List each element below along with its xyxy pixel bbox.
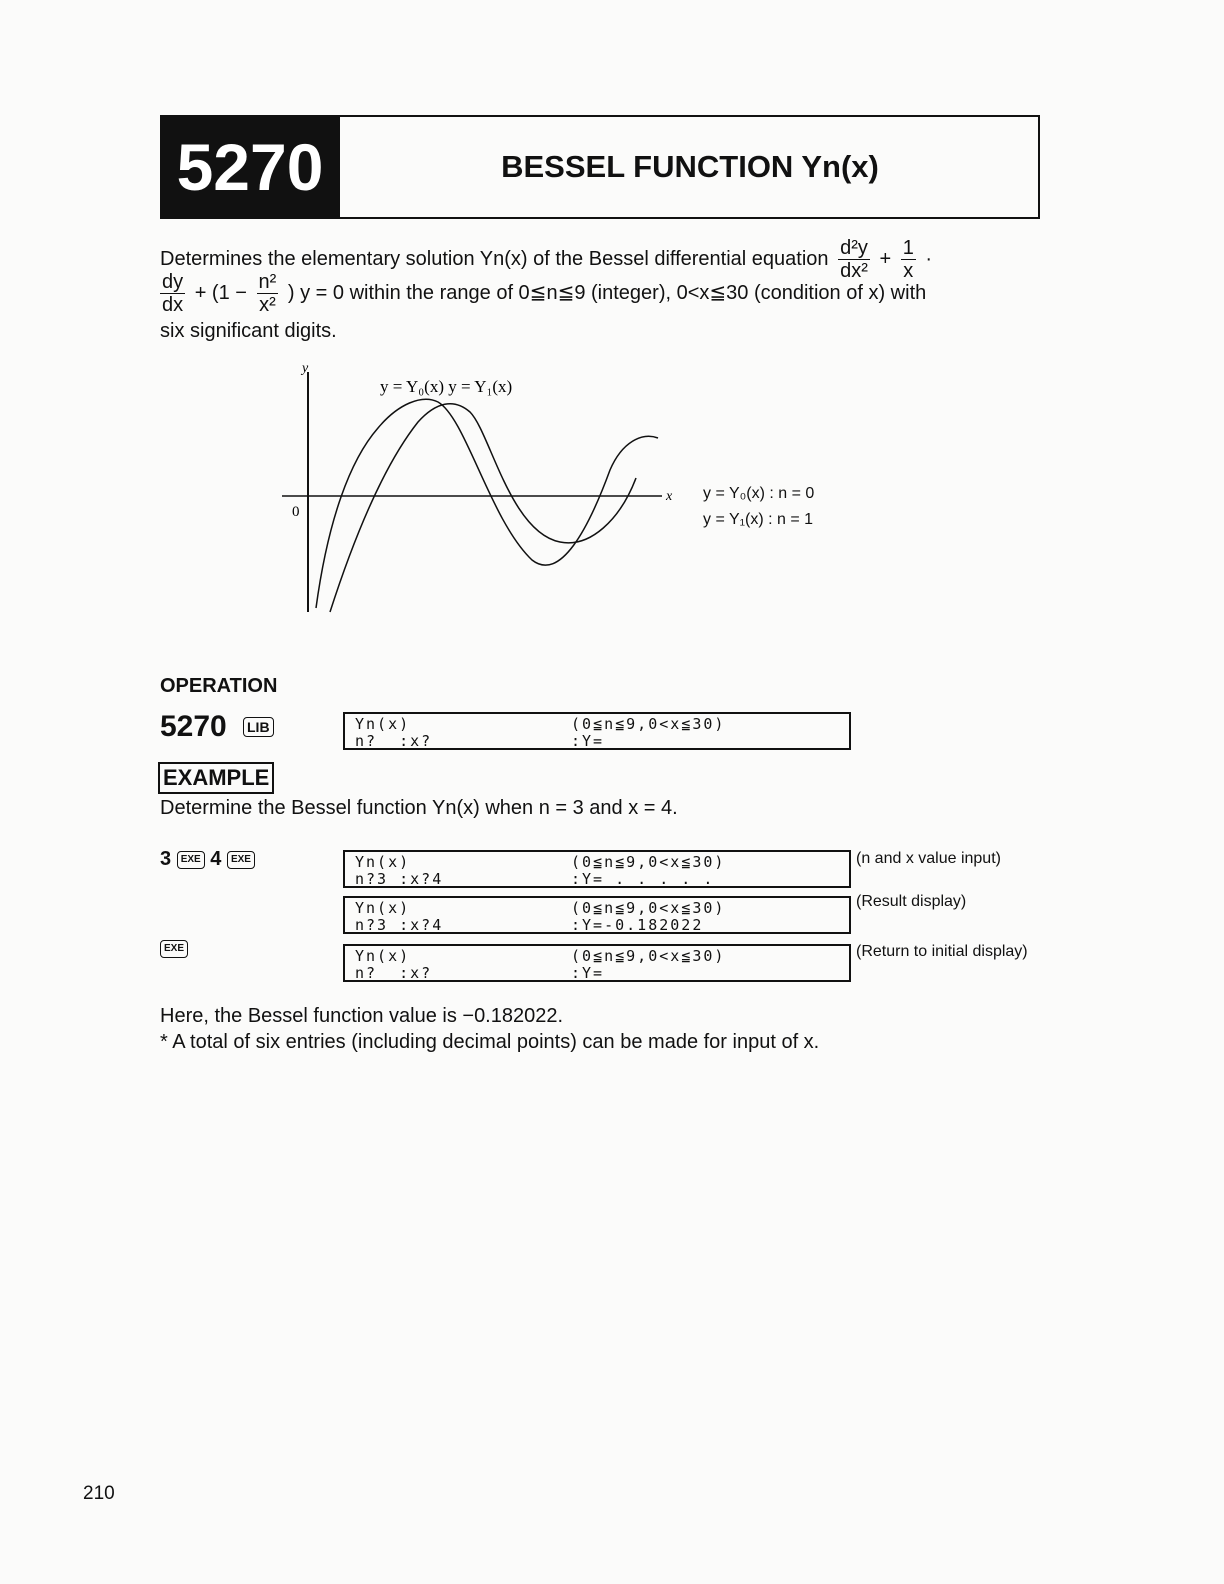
lcd-line1-right: (0≦n≦9,0<x≦30) — [571, 899, 726, 917]
fraction-n2-x2: $\frac{\text{n²}}{\text{x²}}$ — [258, 271, 277, 316]
legend-y0: y = Y₀(x) : n = 0 — [703, 485, 815, 502]
x-axis-label: x — [666, 489, 673, 504]
lcd-line2-right: :Y= . . . . . — [571, 870, 715, 888]
key-3: 3 — [160, 848, 172, 870]
lcd-line1-left: Yn(x) — [355, 899, 411, 917]
exe-key: EXE — [160, 940, 188, 958]
lcd-display-input — [343, 850, 851, 888]
description-text-1: Determines the elementary solution Yn(x) of the Bessel differential equation — [160, 247, 829, 270]
lcd-line1-left: Yn(x) — [355, 715, 411, 733]
lib-key: LIB — [243, 717, 274, 737]
footnote: * A total of six entries (including decimal points) can be made for input of x. — [160, 1031, 820, 1053]
page-title: BESSEL FUNCTION Yn(x) — [501, 149, 879, 184]
description-line-3: six significant digits. — [160, 320, 337, 342]
lcd-display-initial — [343, 712, 851, 750]
example-statement: Determine the Bessel function Yn(x) when n = 3 and x = 4. — [160, 797, 678, 819]
lcd-line2-right: :Y= — [571, 732, 605, 750]
note-result: (Result display) — [856, 893, 967, 910]
lcd-line1-left: Yn(x) — [355, 947, 411, 965]
lcd-line2-left: n?_ :x? — [355, 732, 433, 750]
description-text-2a: + (1 − — [194, 281, 247, 304]
exe-key: EXE — [227, 851, 255, 869]
lcd-line2-left: n?3 :x?4 — [355, 870, 444, 888]
key-4: 4 — [210, 848, 222, 870]
operation-program-number: 5270 — [160, 710, 227, 743]
fraction-1-x: $\frac{1}{x}$ — [902, 237, 914, 282]
lcd-line2-left: n?_ :x? — [355, 964, 433, 982]
lcd-line2-right: :Y= — [571, 964, 605, 982]
lcd-line2-left: n?3 :x?4 — [355, 916, 444, 934]
exe-key: EXE — [177, 851, 205, 869]
multiply-dot: · — [925, 247, 933, 270]
fraction-dy-dx: $\frac{dy}{dx}$ — [162, 271, 184, 316]
note-input: (n and x value input) — [856, 850, 1001, 867]
note-return: (Return to initial display) — [856, 943, 1028, 960]
program-number-badge: 5270 — [160, 115, 340, 219]
curve-y0 — [316, 399, 658, 608]
description-line-2 — [160, 272, 926, 315]
lcd-line1-right: (0≦n≦9,0<x≦30) — [571, 715, 726, 733]
fraction-d2y-dx2: $\frac{\text{d²y}}{\text{dx²}}$ — [840, 237, 868, 282]
key-sequence-step3 — [160, 940, 188, 958]
operation-heading: OPERATION — [160, 675, 278, 697]
lcd-line1-left: Yn(x) — [355, 853, 411, 871]
y-axis-label: y — [302, 361, 309, 376]
page-number: 210 — [83, 1483, 115, 1504]
key-sequence-step1 — [160, 848, 255, 871]
description-text-2b: ) y = 0 within the range of 0≦n≦9 (integer), 0<x≦30 (condition of x) with — [287, 281, 927, 304]
bessel-graph — [270, 360, 690, 620]
legend-y1: y = Y₁(x) : n = 1 — [703, 511, 814, 528]
result-text: Here, the Bessel function value is −0.182022. — [160, 1005, 564, 1027]
plus-sign: + — [879, 247, 892, 270]
lcd-line1-right: (0≦n≦9,0<x≦30) — [571, 853, 726, 871]
origin-label: 0 — [292, 504, 300, 520]
lcd-line2-right: :Y=-0.182022 — [571, 916, 704, 934]
lcd-line1-right: (0≦n≦9,0<x≦30) — [571, 947, 726, 965]
lcd-display-return — [343, 944, 851, 982]
example-label: EXAMPLE — [158, 762, 274, 794]
curve-label: y = Y₀(x) y = Y₁(x) — [380, 377, 513, 396]
lcd-display-result — [343, 896, 851, 934]
curve-y1 — [330, 404, 636, 612]
